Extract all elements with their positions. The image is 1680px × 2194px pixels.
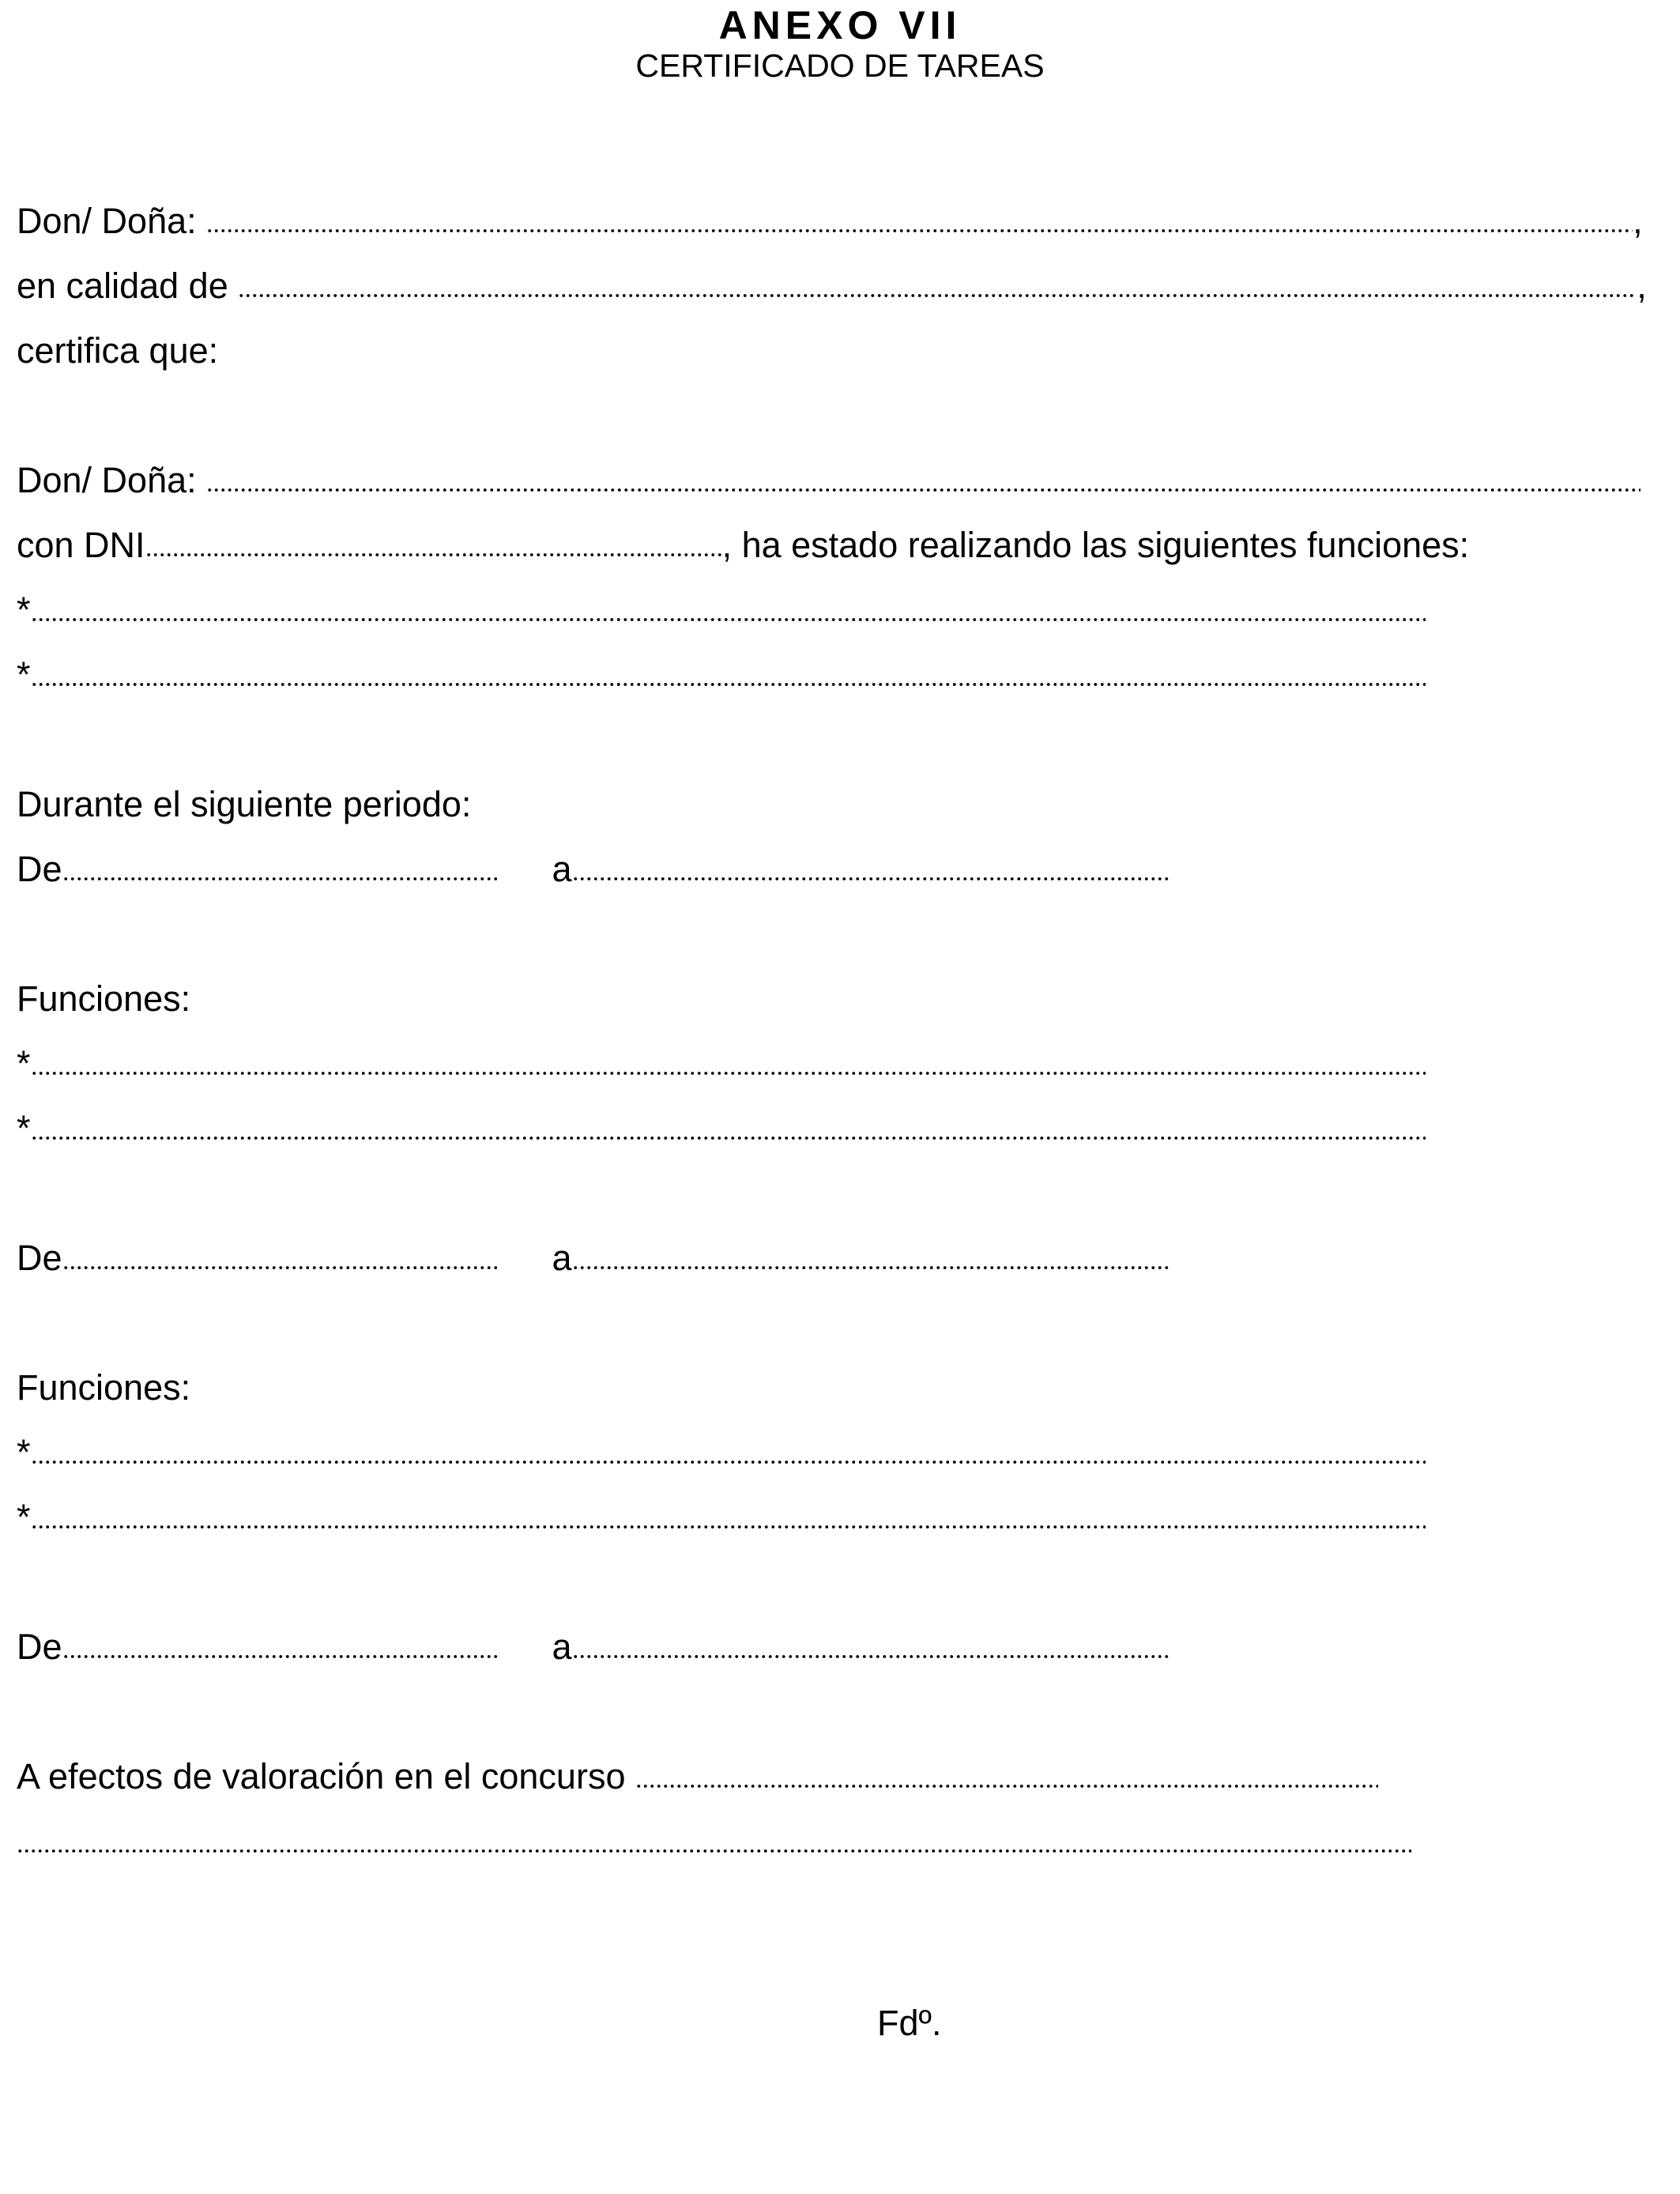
period-intro: Durante el siguiente periodo: [17,784,472,824]
purpose-line [17,1753,1378,1800]
from-date-field[interactable] [62,876,497,881]
employee-name-line [17,457,1640,504]
from-label: De [17,849,62,889]
function-field[interactable] [31,617,1426,622]
to-date-field[interactable] [572,1265,1169,1270]
function-line: * [17,1494,1426,1541]
employee-dni-field[interactable] [145,552,722,557]
to-label: a [552,1627,572,1667]
certifier-name-line: Don/ Doña: , [17,201,1643,241]
employee-dni-suffix: , ha estado realizando las siguientes funciones: [721,525,1470,565]
certifier-capacity-field[interactable] [238,293,1637,298]
from-label: De [17,1238,62,1278]
certifier-name-label: Don/ Doña: [17,201,197,241]
function-field[interactable] [31,1136,1426,1140]
document-title: ANEXO VII [718,3,962,47]
from-date-field[interactable] [62,1265,497,1270]
from-date-field[interactable] [62,1654,497,1659]
function-line: * [17,586,1426,634]
certifier-capacity-line: en calidad de , [17,266,1647,306]
function-line: * [17,651,1426,699]
employee-dni-label: con DNI [17,525,145,565]
to-label: a [552,849,572,889]
purpose-continuation-field[interactable] [17,1849,1411,1853]
function-field[interactable] [31,1071,1426,1076]
function-field[interactable] [31,1525,1426,1529]
employee-name-field[interactable] [206,488,1640,492]
function-line: * [17,1429,1426,1476]
purpose-field[interactable] [635,1784,1378,1789]
document-subtitle: CERTIFICADO DE TAREAS [635,47,1045,84]
certifier-name-field[interactable] [206,228,1633,233]
function-line: * [17,1040,1426,1088]
signature-label: Fdº. [877,2003,942,2043]
to-date-field[interactable] [572,1654,1169,1659]
from-label: De [17,1627,62,1667]
period-dates-line [17,1623,1169,1671]
certifier-capacity-label: en calidad de [17,266,228,306]
function-field[interactable] [31,1460,1426,1465]
certifies-label: certifica que: [17,330,219,371]
to-label: a [552,1238,572,1278]
function-line: * [17,1105,1426,1152]
functions-label: Funciones: [17,1367,191,1408]
purpose-label: A efectos de valoración en el concurso [17,1756,626,1796]
to-date-field[interactable] [572,876,1169,881]
employee-dni-line [17,522,1469,569]
purpose-continuation-line [17,1818,1411,1865]
period-dates-line [17,1235,1169,1282]
period-dates-line [17,846,1169,893]
function-field[interactable] [31,682,1426,687]
employee-name-label: Don/ Doña: [17,460,197,500]
functions-label: Funciones: [17,978,191,1019]
